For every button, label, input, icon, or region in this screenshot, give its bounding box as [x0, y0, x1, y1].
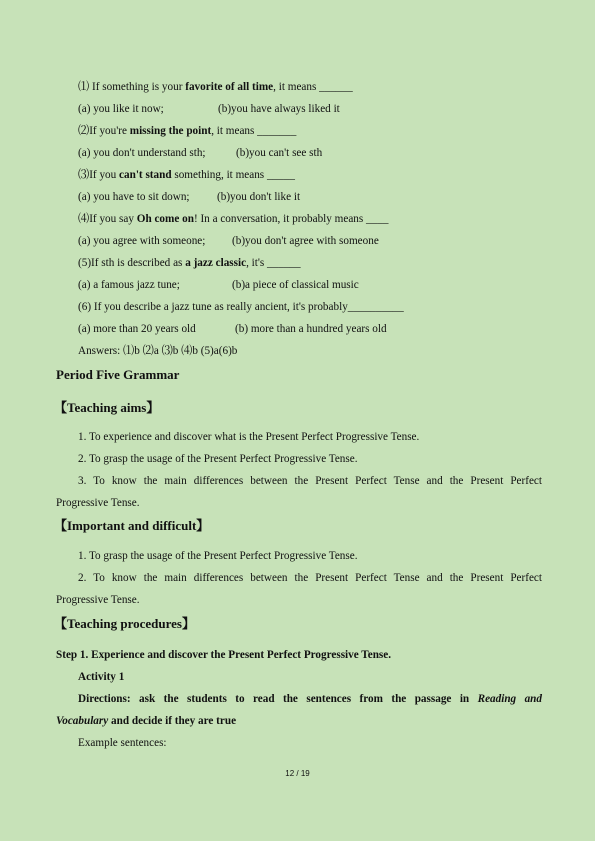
question-5-option-b: (b)a piece of classical music	[232, 279, 359, 291]
question-5-option-a: (a) a famous jazz tune;	[78, 279, 180, 291]
teaching-procedures-heading: 【Teaching procedures】	[54, 616, 195, 631]
question-3: ⑶If you can't stand something, it means _____	[78, 169, 295, 181]
question-1-option-b: (b)you have always liked it	[218, 103, 340, 115]
question-1-number: ⑴	[78, 81, 90, 93]
directions-line-1: Directions: ask the students to read the sentences from the passage in Reading and	[78, 693, 542, 705]
important-item-1: 1. To grasp the usage of the Present Perfect Progressive Tense.	[78, 550, 358, 562]
question-3-option-a: (a) you have to sit down;	[78, 191, 190, 203]
question-6: (6) If you describe a jazz tune as really ancient, it's probably__________	[78, 301, 404, 313]
question-6-option-a: (a) more than 20 years old	[78, 323, 196, 335]
question-4-option-a: (a) you agree with someone;	[78, 235, 206, 247]
aim-item-3-continued: Progressive Tense.	[56, 497, 140, 509]
aim-item-1: 1. To experience and discover what is the Present Perfect Progressive Tense.	[78, 431, 420, 443]
question-1-option-a: (a) you like it now;	[78, 103, 164, 115]
question-2: ⑵If you're missing the point, it means _______	[78, 125, 297, 137]
answers-line: Answers: ⑴b ⑵a ⑶b ⑷b (5)a(6)b	[78, 345, 238, 357]
page-number: 12 / 19	[285, 769, 310, 778]
period-title: Period Five Grammar	[56, 367, 180, 382]
question-4-option-b: (b)you don't agree with someone	[232, 235, 379, 247]
question-1: ⑴ If something is your favorite of all time, it means ______	[78, 81, 353, 93]
question-4: ⑷If you say Oh come on! In a conversation, it probably means ____	[78, 213, 389, 225]
important-item-2: 2. To know the main differences between the Present Perfect Tense and the Present Perfect	[78, 572, 542, 584]
question-2-option-b: (b)you can't see sth	[236, 147, 323, 159]
aim-item-3: 3. To know the main differences between the Present Perfect Tense and the Present Perfect	[78, 475, 542, 487]
teaching-aims-heading: 【Teaching aims】	[54, 400, 160, 415]
question-5: (5)If sth is described as a jazz classic, it's ______	[78, 257, 301, 269]
directions-line-2: Vocabulary and decide if they are true	[56, 715, 237, 727]
aim-item-2: 2. To grasp the usage of the Present Perfect Progressive Tense.	[78, 453, 358, 465]
example-sentences-label: Example sentences:	[78, 737, 167, 749]
important-item-2-continued: Progressive Tense.	[56, 594, 140, 606]
question-3-option-b: (b)you don't like it	[217, 191, 301, 203]
question-2-option-a: (a) you don't understand sth;	[78, 147, 206, 159]
activity-1-label: Activity 1	[78, 671, 125, 683]
question-6-option-b: (b) more than a hundred years old	[235, 323, 387, 335]
step-1-heading: Step 1. Experience and discover the Present Perfect Progressive Tense.	[56, 649, 392, 661]
important-difficult-heading: 【Important and difficult】	[54, 518, 210, 533]
